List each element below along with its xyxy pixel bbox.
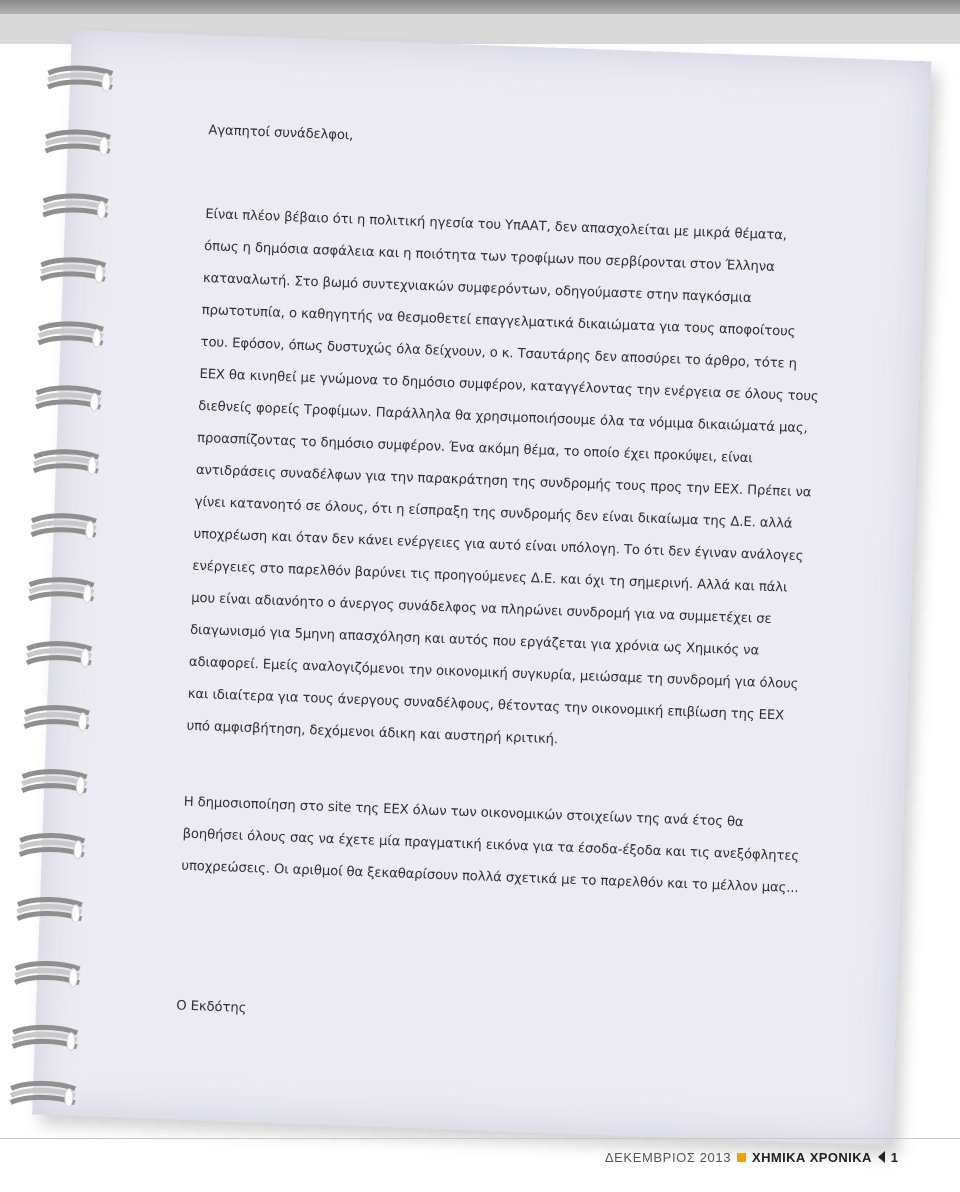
notebook	[31, 30, 960, 1192]
page-footer	[605, 1148, 898, 1166]
top-bar	[0, 0, 960, 14]
spiral-ring-icon	[36, 255, 109, 292]
footer-page-number: 1	[890, 1149, 898, 1165]
footer-divider	[0, 1138, 960, 1139]
spiral-ring-icon	[13, 894, 86, 931]
spiral-ring-icon	[8, 1022, 81, 1059]
spiral-ring-icon	[29, 447, 102, 484]
spiral-ring-icon	[18, 767, 91, 804]
spiral-ring-icon	[41, 127, 114, 164]
spiral-ring-icon	[34, 319, 107, 356]
letter-paragraph: Είναι πλέον βέβαιο ότι η πολιτική ηγεσία του ΥπΑΑΤ, δεν απασχολείται με μικρά θέματα, όπως η δημόσια ασφάλεια και η ποιότητα των τροφίμων που σερβίρονται στον Έλληνα καταναλωτή. Στο βωμό συντεχνιακών συμφερόντων, οδηγούμαστε στην παγκόσμια πρωτοτυπία, ο καθηγητής να θεσμοθετεί επαγγελματικά δικαιώματα για τους αποφοίτους του. Εφόσον, όπως δυστυχώς όλα δείχνουν, ο κ. Τσαυτάρης δεν αποσύρει το άρθρο, τότε η ΕΕΧ θα κινηθεί με γνώμονα το δημόσιο συμφέρον, καταγγέλοντας την ενέργεια σε όλους τους διεθνείς φορείς Τροφίμων. Παράλληλα θα χρησιμοποιήσουμε όλα τα νόμιμα δικαιώματά μας, προασπίζοντας το δημόσιο συμφέρον. Ένα ακόμη θέμα, το οποίο έχει προκύψει, είναι αντιδράσεις συναδέλφων για την παρακράτηση της συνδρομής τους προς την ΕΕΧ. Πρέπει να γίνει κατανοητό σε όλους, ότι η είσπραξη της συνδρομής δεν είναι δικαίωμα της Δ.Ε. αλλά υποχρέωση και όταν δεν κάνει ενέργειες για αυτό είναι υπόλογη. Το ότι δεν έγιναν ανάλογες ενέργειες στο παρελθόν βαρύνει τις προηγούμενες Δ.Ε. και όχι τη σημερινή. Αλλά και πάλι μου είναι αδιανόητο ο άνεργος συνάδελφος να πληρώνει συνδρομή για να συμμετέχει σε διαγωνισμό για 5μηνη απασχόληση και αυτός που εργάζεται για χρόνια ως Χημικός να αδιαφορεί. Εμείς αναλογιζόμενοι την οικονομική συγκυρία, μειώσαμε τη συνδρομή για όλους και ιδιαίτερα για τους άνεργους συναδέλφους, θέτοντας την οικονομική επιβίωση της ΕΕΧ υπό αμφισβήτηση, δεχόμενοι άδικη και αυστηρή κριτική.	[186, 207, 819, 748]
spiral-ring-icon	[22, 639, 95, 676]
spiral-ring-icon	[11, 958, 84, 995]
triangle-left-icon	[878, 1151, 885, 1163]
spiral-ring-icon	[32, 383, 105, 420]
spiral-ring-icon	[15, 831, 88, 868]
handwritten-letter	[176, 115, 829, 1045]
spiral-ring-icon	[20, 703, 93, 740]
square-bullet-icon	[737, 1153, 746, 1162]
footer-date: ΔΕΚΕΜΒΡΙΟΣ 2013	[604, 1149, 732, 1165]
spiral-ring-icon	[44, 63, 117, 100]
spiral-ring-icon	[27, 511, 100, 548]
spiral-ring-icon	[6, 1078, 79, 1115]
spiral-ring-icon	[39, 191, 112, 228]
letter-greeting: Αγαπητοί συνάδελφοι,	[208, 123, 354, 144]
letter-paragraph: Η δημοσιοποίηση στο site της ΕΕΧ όλων των οικονομικών στοιχείων της ανά έτος θα βοηθήσει όλους σας να έχετε μία πραγματική εικόνα για τα έσοδα-έξοδα και τις ανεξόφλητες υποχρεώσεις. Οι αριθμοί θα ξεκαθαρίσουν πολλά σχετικά με το παρελθόν και το μέλλον μας...	[181, 794, 800, 897]
footer-magazine-title: ΧΗΜΙΚΑ ΧΡΟΝΙΚΑ	[752, 1149, 872, 1165]
spiral-ring-icon	[25, 575, 98, 612]
letter-signature: Ο Εκδότης	[176, 998, 247, 1017]
